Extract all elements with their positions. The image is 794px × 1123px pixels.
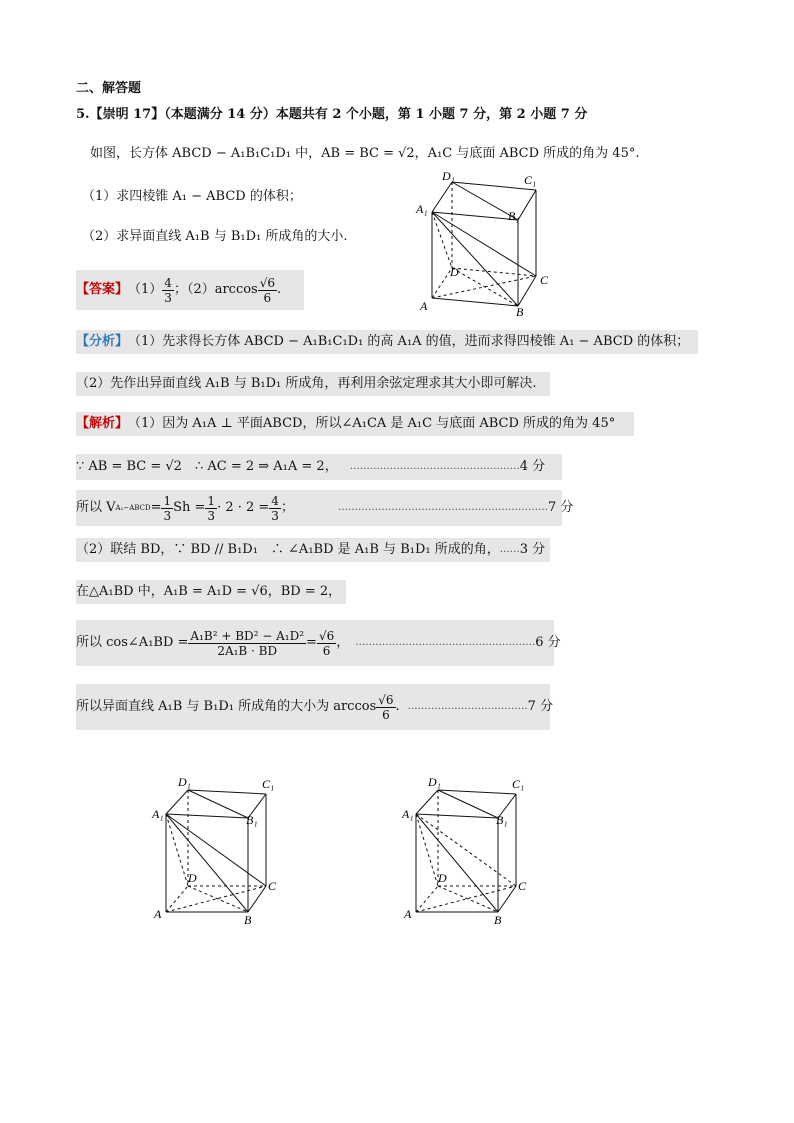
label-C1: C₁: [512, 777, 525, 791]
solution-line-6-dots: ………………………………………………: [355, 637, 536, 648]
analysis-line-2: （2）先作出异面直线 A₁B 与 B₁D₁ 所成角，再利用余弦定理求其大小即可解决.: [76, 376, 537, 391]
frac-den: 3: [271, 508, 279, 523]
solution-line-6-eq: =: [306, 635, 317, 650]
label-B: B: [244, 913, 252, 927]
solution-line-5: 在△A₁BD 中，A₁B = A₁D = √6，BD = 2，: [76, 584, 342, 599]
frac-den: 3: [163, 508, 172, 523]
solution-line-3-eq: =: [150, 500, 162, 515]
answer-part2: ；（2）arccos: [173, 282, 258, 297]
solution-row-3: [76, 490, 574, 526]
solution-line-3-dots: ………………………………………………………: [337, 502, 548, 513]
label-A: A: [420, 299, 428, 313]
solution-row-2: [76, 454, 562, 480]
analysis-row-1: [76, 330, 698, 354]
label-D: D: [188, 871, 197, 885]
solution-line-3-mid: Sh =: [173, 500, 206, 515]
solution-line-6-end: ，: [336, 635, 350, 650]
label-A: A: [404, 907, 412, 921]
solution-row-1: [76, 412, 634, 436]
frac-den: 6: [322, 643, 331, 658]
solution-line-3-frac-2: [205, 494, 217, 523]
label-D1: D₁: [178, 775, 191, 789]
answer-fraction-1: [162, 276, 174, 305]
label-B1: B₁: [496, 813, 508, 827]
frac-num: √6: [378, 692, 394, 707]
answer-frac2-num: √6: [259, 275, 276, 290]
solution-line-3-frac-1: [161, 494, 173, 523]
label-A1: A₁: [402, 807, 414, 821]
solution-line-7-frac: [376, 693, 395, 722]
label-D1: D₁: [442, 169, 455, 183]
solution-line-7-end: .: [395, 699, 400, 714]
answer-part1: （1）: [128, 282, 163, 297]
answer-frac1-num: 4: [164, 275, 172, 290]
answer-tag: 【答案】: [76, 282, 129, 297]
cuboid-figure-main: [412, 166, 562, 318]
solution-line-7-pre: 所以异面直线 A₁B 与 B₁D₁ 所成角的大小为 arccos: [76, 699, 377, 714]
frac-den: 3: [207, 508, 216, 523]
label-C: C: [518, 879, 527, 893]
answer-frac1-den: 3: [164, 290, 172, 305]
label-B1: B₁: [508, 209, 520, 223]
solution-line-4: （2）联结 BD，∵ BD // B₁D₁ ∴ ∠A₁BD 是 A₁B 与 B₁D₁ 所成的角，: [76, 542, 500, 557]
solution-line-3-pre: 所以 V: [76, 500, 116, 515]
solution-line-3-mid2: · 2 · 2 =: [217, 500, 270, 515]
answer-row: [76, 270, 304, 310]
solution-line-6-pre: 所以 cos∠A₁BD =: [76, 635, 189, 650]
solution-line-7-dots: ………………………………: [407, 701, 528, 712]
analysis-tag: 【分析】: [76, 334, 129, 349]
label-B: B: [494, 913, 502, 927]
solution-line-6-frac-main: [188, 629, 306, 658]
solution-row-7: [76, 684, 554, 730]
solution-line-3-sub: A₁−ABCD: [115, 504, 151, 512]
solution-line-3-end: ；: [280, 500, 294, 515]
frac-den: 6: [382, 707, 390, 722]
label-B: B: [516, 305, 524, 318]
cuboid-figure-right: [400, 772, 540, 930]
label-D: D: [450, 265, 459, 279]
label-C1: C₁: [262, 777, 275, 791]
solution-tag: 【解析】: [76, 416, 129, 431]
solution-row-5: [76, 580, 346, 604]
label-D: D: [438, 871, 447, 885]
analysis-row-2: [76, 372, 550, 396]
solution-line-7-score: 7 分: [527, 699, 554, 714]
problem-header: 5.【崇明 17】（本题满分 14 分）本题共有 2 个小题，第 1 小题 7 分，第 2 小题 7 分: [76, 107, 588, 122]
answer-end: .: [277, 282, 282, 297]
solution-line-6-score: 6 分: [535, 635, 561, 650]
label-B1: B₁: [246, 813, 258, 827]
label-C: C: [540, 273, 549, 287]
problem-statement: 如图，长方体 ABCD − A₁B₁C₁D₁ 中，AB = BC = √2，A₁C 与底面 ABCD 所成的角为 45°.: [90, 146, 640, 161]
label-D1: D₁: [428, 775, 441, 789]
solution-line-2-score: 4 分: [519, 459, 546, 474]
solution-line-2-dots: ……………………………………………: [349, 461, 520, 472]
solution-line-2: ∵ AB = BC = √2 ∴ AC = 2 ⇒ A₁A = 2，: [76, 459, 338, 474]
solution-row-6: [76, 620, 561, 666]
label-C: C: [268, 879, 277, 893]
question-1: （1）求四棱锥 A₁ − ABCD 的体积；: [82, 189, 302, 204]
analysis-line-1: （1）先求得长方体 ABCD − A₁B₁C₁D₁ 的高 A₁A 的值，进而求得四棱锥 A₁ − ABCD 的体积；: [128, 334, 690, 349]
cuboid-figure-left: [150, 772, 290, 930]
solution-line-6-frac-result: [317, 629, 336, 658]
solution-line-4-dots: ……: [499, 544, 520, 555]
frac-num: √6: [318, 628, 335, 643]
question-2: （2）求异面直线 A₁B 与 B₁D₁ 所成角的大小.: [82, 229, 348, 244]
solution-row-4: [76, 538, 550, 562]
label-C1: C₁: [524, 173, 537, 187]
solution-line-3-score: 7 分: [547, 500, 574, 515]
frac-den: 2A₁B · BD: [217, 643, 278, 658]
section-title: 二、解答题: [76, 81, 142, 96]
answer-fraction-2: [258, 276, 277, 305]
frac-num: A₁B² + BD² − A₁D²: [190, 628, 305, 643]
answer-frac2-den: 6: [263, 290, 272, 305]
solution-line-3-frac-3: [269, 494, 281, 523]
label-A1: A₁: [152, 807, 164, 821]
solution-line-4-score: 3 分: [519, 542, 546, 557]
frac-num: 4: [271, 493, 279, 508]
frac-num: 1: [163, 493, 172, 508]
solution-line-1: （1）因为 A₁A ⊥ 平面ABCD，所以∠A₁CA 是 A₁C 与底面 ABCD 所成的角为 45°: [128, 416, 616, 431]
label-A: A: [154, 907, 162, 921]
label-A1: A₁: [416, 202, 428, 216]
frac-num: 1: [207, 493, 216, 508]
